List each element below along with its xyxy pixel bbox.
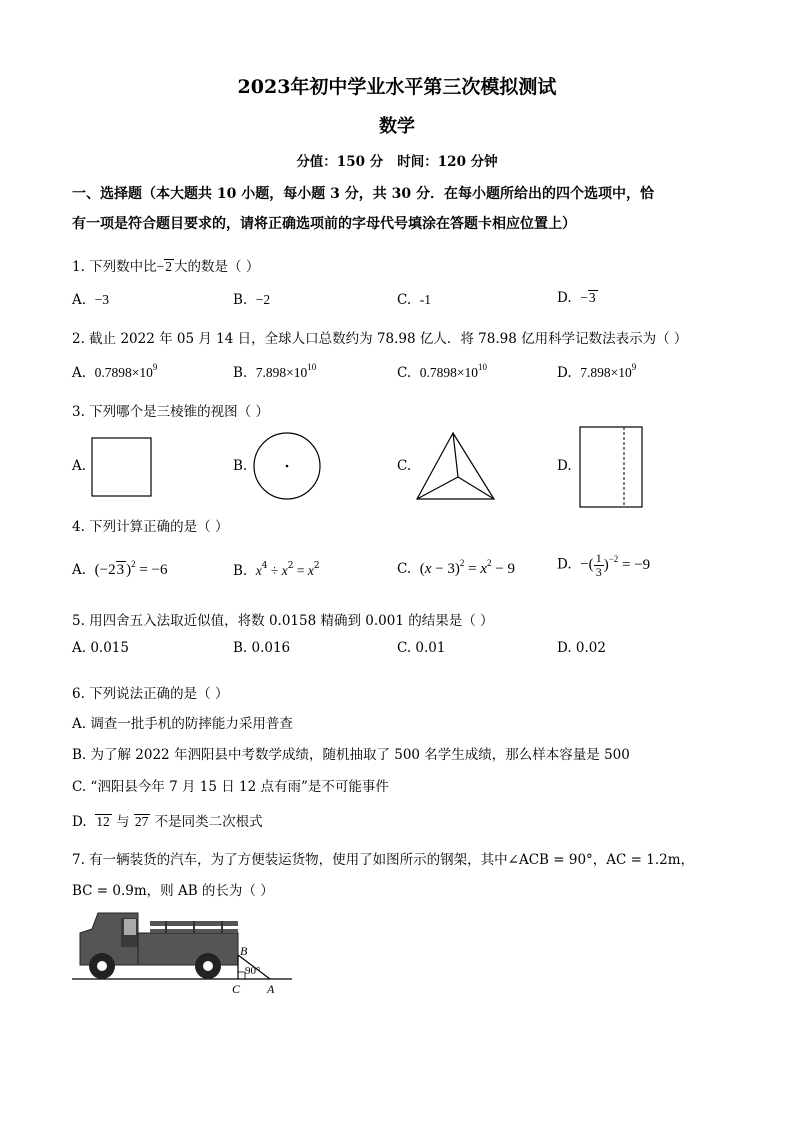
q3-option-c-label[interactable]: C. <box>397 458 412 474</box>
section-instructions-line1: 一、选择题（本大题共 10 小题，每小题 3 分，共 30 分．在每小题所给出的四个选项中，恰 <box>72 186 654 202</box>
square-shape <box>92 438 151 496</box>
q3-rectangle-view[interactable] <box>576 425 646 511</box>
q3-option-b-label[interactable]: B. <box>233 458 248 474</box>
question-3-stem: 3. 下列哪个是三棱锥的视图（ ） <box>72 404 269 420</box>
label-b: B <box>240 944 248 958</box>
label-c: C <box>232 982 241 996</box>
q3-triangle-view[interactable] <box>414 430 498 504</box>
triangle-outline <box>417 433 494 499</box>
q1-option-a[interactable]: A. −3 <box>72 292 109 308</box>
subject-title: 数学 <box>379 116 415 137</box>
q5-option-b[interactable]: B. 0.016 <box>233 640 291 656</box>
q7-truck-figure <box>70 905 300 1000</box>
q4-option-d[interactable]: D. −( $\frac{1}{3}$ )$^{-2}$ = −9 <box>557 551 651 579</box>
question-2-stem: 2. 截止 2022 年 05 月 14 日，全球人口总数约为 78.98 亿人．将 78.98 亿用科学记数法表示为（ ） <box>72 331 688 347</box>
rear-wheel-hub <box>203 961 213 971</box>
q3-circle-view[interactable] <box>251 432 325 502</box>
q4-option-a[interactable]: A. (−23 )$^2$ = −6 <box>72 559 168 578</box>
label-a: A <box>267 982 275 996</box>
rectangle-shape <box>580 427 642 507</box>
q1-math: −2 <box>156 259 173 274</box>
q6-option-d[interactable]: D. 12 与 27 不是同类二次根式 <box>72 814 263 830</box>
q1-stem-prefix: 1. 下列数中比 <box>72 259 157 275</box>
question-4-stem: 4. 下列计算正确的是（ ） <box>72 519 229 535</box>
q2-option-c[interactable]: C. $0.7898\times 10^{10}$ <box>397 362 487 381</box>
q6-option-a[interactable]: A. 调查一批手机的防摔能力采用普查 <box>72 716 293 732</box>
right-angle-mark <box>238 972 245 979</box>
q1-option-b[interactable]: B. −2 <box>233 292 271 308</box>
q1-stem-suffix: 大的数是（ ） <box>174 259 260 275</box>
q5-option-d[interactable]: D. 0.02 <box>557 640 606 656</box>
q2-option-d[interactable]: D. $7.898\times 10^9$ <box>557 362 637 381</box>
q5-option-a[interactable]: A. 0.015 <box>72 640 129 656</box>
paper-title: 2023年初中学业水平第三次模拟测试 <box>237 76 557 98</box>
q3-square-view[interactable] <box>88 435 156 499</box>
q1-option-c[interactable]: C. -1 <box>397 292 431 308</box>
q6-option-b[interactable]: B. 为了解 2022 年泗阳县中考数学成绩，随机抽取了 500 名学生成绩，那么样本容量是 500 <box>72 747 630 763</box>
truck-window-glass <box>124 919 136 935</box>
q6-option-c[interactable]: C. “泗阳县今年 7 月 15 日 12 点有雨”是不可能事件 <box>72 779 389 795</box>
q3-option-a-label[interactable]: A. <box>72 458 87 474</box>
q2-option-a[interactable]: A. $0.7898\times 10^9$ <box>72 362 158 381</box>
q5-option-c[interactable]: C. 0.01 <box>397 640 446 656</box>
q3-option-d-label[interactable]: D. <box>557 458 572 474</box>
front-wheel-hub <box>97 961 107 971</box>
q4-option-b[interactable]: B. $x^4 \div x^2 = x^2$ <box>233 561 320 579</box>
q2-option-b[interactable]: B. $7.898\times 10^{10}$ <box>233 362 317 381</box>
truck-bed <box>138 933 238 965</box>
question-1-stem <box>72 255 259 275</box>
label-angle: 90° <box>245 965 261 977</box>
score-time-info: 分值：150 分 时间：120 分钟 <box>296 154 498 170</box>
triangle-inner-edge-right <box>458 477 494 499</box>
question-7-stem-line2: BC = 0.9m，则 AB 的长为（ ） <box>72 883 274 899</box>
q4-option-c[interactable]: C. $(x - 3)^2 = x^2 - 9$ <box>397 558 515 577</box>
question-6-stem: 6. 下列说法正确的是（ ） <box>72 686 229 702</box>
question-5-stem: 5. 用四舍五入法取近似值，将数 0.0158 精确到 0.001 的结果是（ ） <box>72 613 494 629</box>
q1-option-d[interactable]: D. −3 <box>557 290 596 306</box>
circle-center-dot <box>286 465 289 468</box>
question-7-stem-line1: 7. 有一辆装货的汽车，为了方便装运货物，使用了如图所示的钢架，其中∠ACB = 90°，AC = 1.2m， <box>72 852 695 868</box>
section-instructions-line2: 有一项是符合题目要求的，请将正确选项前的字母代号填涂在答题卡相应位置上） <box>72 216 576 232</box>
